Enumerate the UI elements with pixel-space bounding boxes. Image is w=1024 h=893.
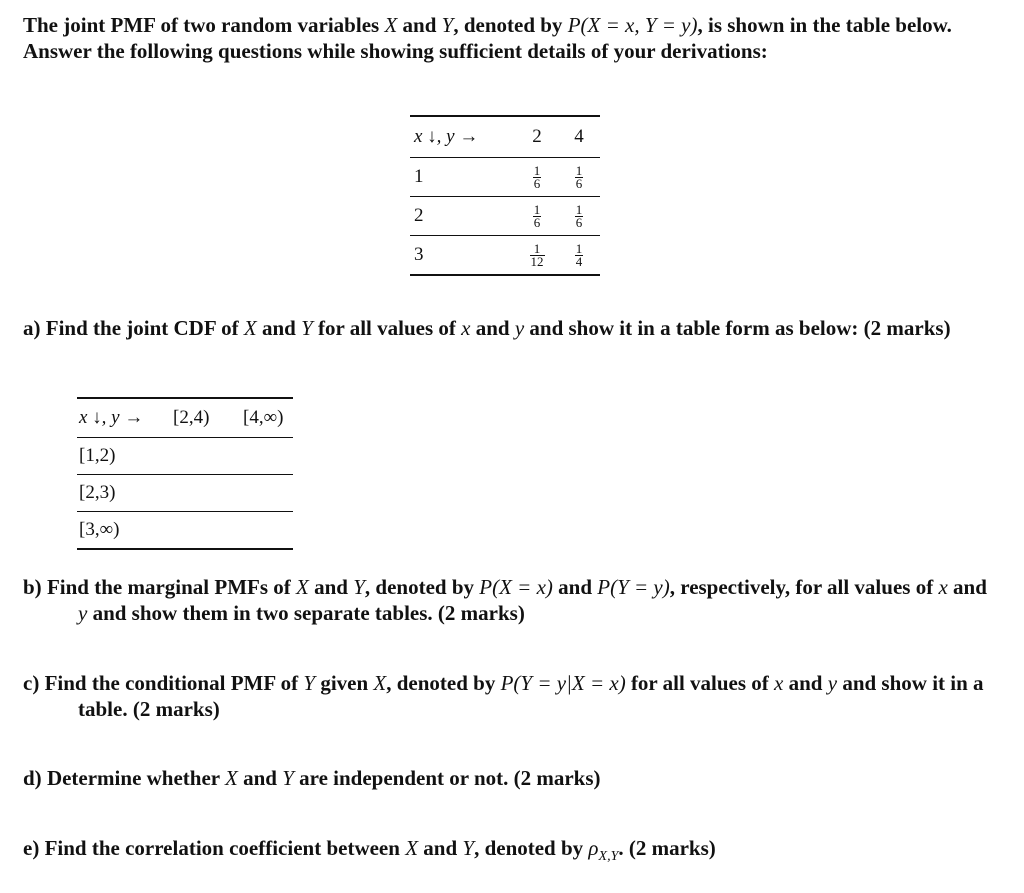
cdf-row (77, 475, 293, 512)
problem-intro (23, 12, 983, 64)
intro-text: , is shown in the table below. Answer the following questions while showing sufficient details of your derivations: (23, 13, 952, 63)
pmf-row-x: 1 (410, 158, 516, 197)
question-b: b) Find the marginal PMFs of X and Y, denoted by P(X = x) and P(Y = y), respectively, for all values of x and y and show them in two separate tables. (2 marks) (23, 575, 987, 625)
rho-symbol: ρ (588, 836, 599, 860)
pmf-row-x: 2 (410, 197, 516, 236)
cdf-row-interval: [3,∞) (77, 512, 173, 550)
pmf-cell: $\frac{1}{6}$ (533, 201, 541, 230)
pmf-header-y4: 4 (558, 116, 600, 158)
pmf-row-x: 3 (410, 236, 516, 276)
cdf-row-interval: [1,2) (77, 438, 173, 475)
intro-text: , denoted by (453, 13, 568, 37)
joint-cdf-table (77, 397, 293, 550)
question-label: b) (23, 575, 42, 599)
cdf-row (77, 438, 293, 475)
pmf-cell: $\frac{1}{12}$ (530, 240, 544, 269)
pmf-cell: $\frac{1}{6}$ (575, 201, 583, 230)
cdf-row-interval: [2,3) (77, 475, 173, 512)
pmf-cell: $\frac{1}{6}$ (533, 162, 541, 191)
question-c: c) Find the conditional PMF of Y given X, denoted by P(Y = y|X = x) for all values of x and y and show it in a table. (2 marks) (23, 671, 984, 721)
pmf-header-row (410, 116, 600, 158)
pmf-cell: $\frac{1}{6}$ (575, 162, 583, 191)
question-d: d) Determine whether X and Y are independent or not. (2 marks) (23, 766, 601, 790)
cdf-row (77, 512, 293, 550)
pmf-header-label: x ↓, y → (414, 126, 479, 147)
var-Y: Y (441, 13, 454, 37)
var-X: X (384, 13, 398, 37)
question-label: a) (23, 316, 41, 340)
question-label: c) (23, 671, 40, 695)
pmf-expression: P(X = x, Y = y) (567, 13, 698, 37)
cdf-header-interval: [4,∞) (243, 398, 293, 438)
pmf-row (410, 158, 600, 197)
pmf-row (410, 197, 600, 236)
joint-pmf-table (410, 115, 600, 276)
question-a: a) Find the joint CDF of X and Y for all values of x and y and show it in a table form as below: (2 marks) (23, 316, 951, 340)
cdf-header-row (77, 398, 293, 438)
pmf-cell: $\frac{1}{4}$ (575, 240, 583, 269)
pmf-row (410, 236, 600, 276)
question-label: d) (23, 766, 42, 790)
cdf-header-label: x ↓, y → (79, 407, 144, 428)
pmf-header-y2: 2 (516, 116, 558, 158)
question-label: e) (23, 836, 40, 860)
intro-text: The joint PMF of two random variables (23, 13, 385, 37)
intro-text: and (397, 13, 442, 37)
cdf-header-interval: [2,4) (173, 398, 243, 438)
question-e: e) Find the correlation coefficient between X and Y, denoted by $\rho_{X,Y}$. (2 marks) (23, 836, 716, 865)
